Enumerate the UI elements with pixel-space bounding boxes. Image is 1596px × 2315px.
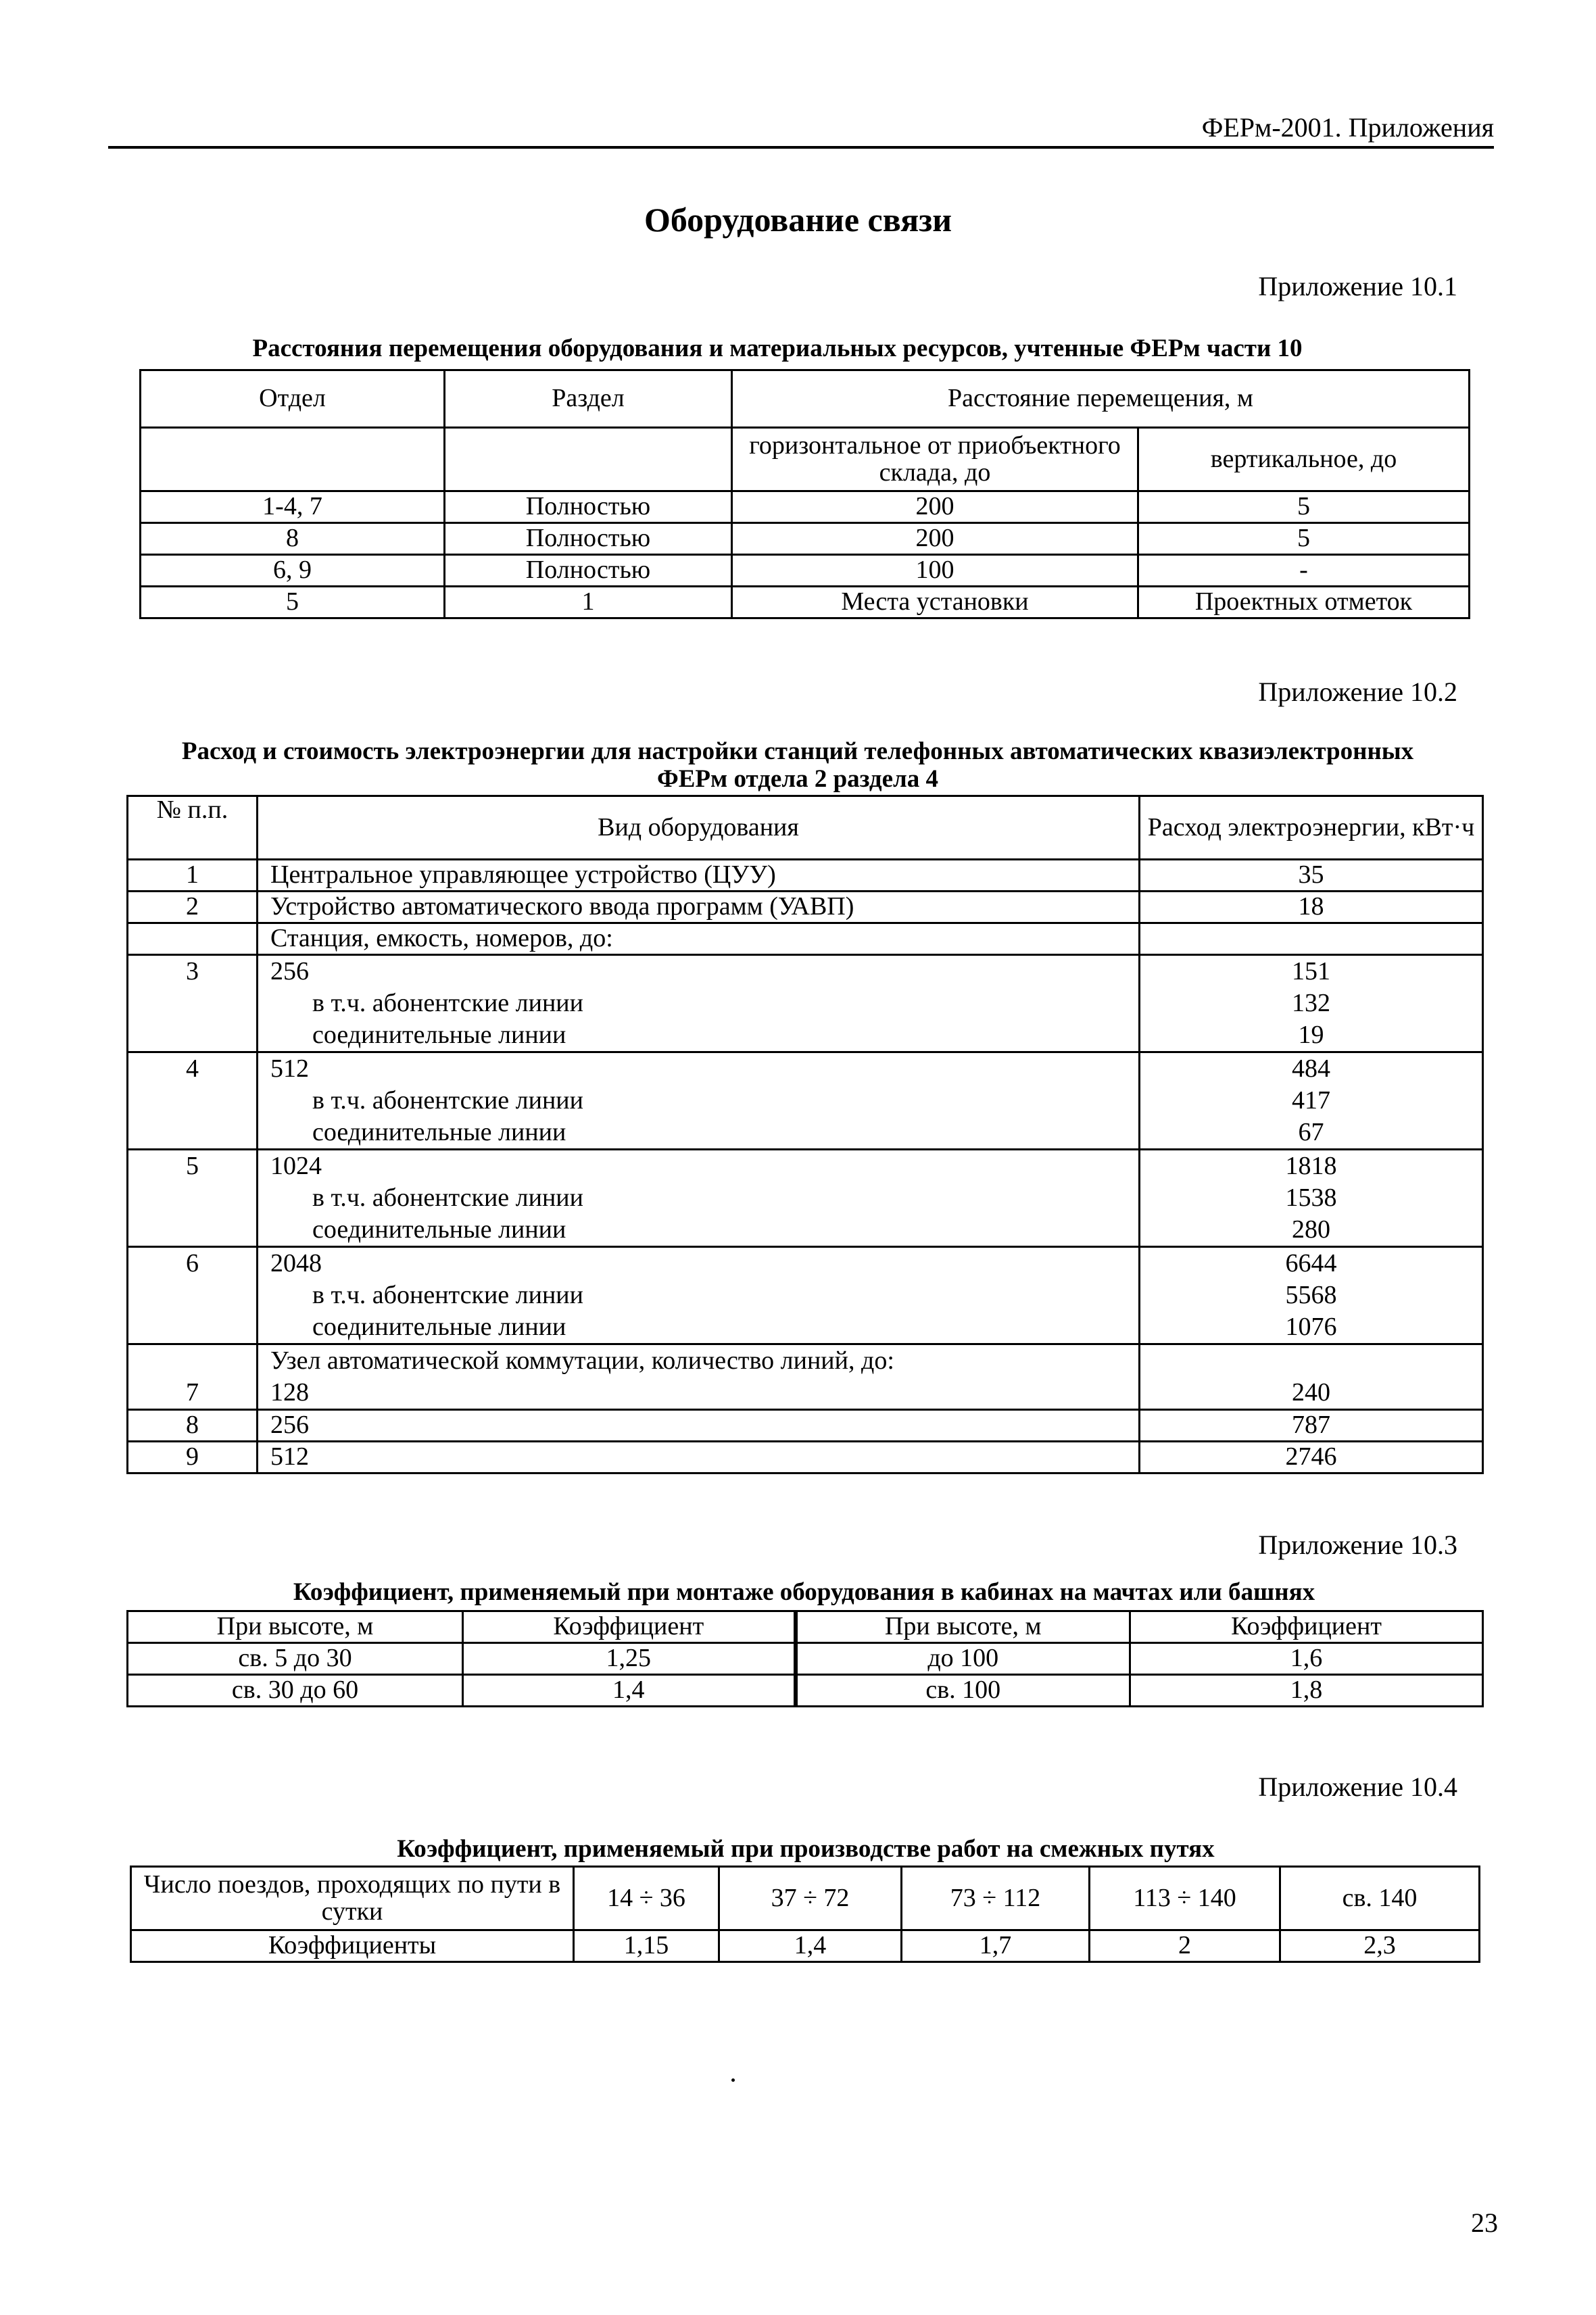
table-row — [128, 892, 1483, 923]
equipment-cell — [258, 1150, 1140, 1247]
section-cell: Полностью — [445, 523, 732, 555]
value-cell: 2746 — [1140, 1442, 1483, 1473]
range-cell: 14 ÷ 36 — [574, 1867, 719, 1930]
header-coefficient: Коэффициент — [1130, 1611, 1483, 1643]
node-value: 240 — [1292, 1378, 1330, 1407]
vertical-cell: Проектных отметок — [1138, 587, 1470, 618]
annex-10-3-table — [126, 1610, 1484, 1707]
connecting-lines-value: 280 — [1292, 1215, 1330, 1244]
equipment-cell: Устройство автоматического ввода программ (УАВП) — [258, 892, 1140, 923]
header-consumption: Расход электроэнергии, кВт·ч — [1140, 796, 1483, 860]
subscriber-lines-value: 5568 — [1285, 1281, 1337, 1309]
num-cell — [128, 955, 258, 1052]
annex-10-2-label: Приложение 10.2 — [1258, 677, 1457, 707]
document-title: Оборудование связи — [644, 201, 952, 239]
connecting-lines-value: 19 — [1298, 1021, 1324, 1049]
station-capacity: 256 — [270, 957, 309, 985]
connecting-lines-label: соединительные линии — [312, 1313, 566, 1341]
equipment-cell — [258, 955, 1140, 1052]
horizontal-cell: 200 — [732, 523, 1138, 555]
header-vertical: вертикальное, до — [1138, 428, 1470, 491]
equipment-cell — [258, 1344, 1140, 1410]
vertical-cell: 5 — [1138, 523, 1470, 555]
section-cell: Полностью — [445, 555, 732, 587]
equipment-cell: 256 — [258, 1410, 1140, 1442]
subscriber-lines-value: 1538 — [1285, 1184, 1337, 1212]
header-num: № п.п. — [128, 796, 258, 860]
header-section: Раздел — [445, 370, 732, 428]
header-height: При высоте, м — [796, 1611, 1130, 1643]
table-row — [141, 587, 1470, 618]
subscriber-lines-value: 417 — [1292, 1086, 1330, 1115]
station-num: 6 — [186, 1249, 199, 1277]
dept-cell: 6, 9 — [141, 555, 445, 587]
coefficient-cell: 2 — [1090, 1930, 1280, 1962]
station-total: 6644 — [1285, 1249, 1337, 1277]
coefficient-cell: 1,6 — [1130, 1643, 1483, 1675]
value-cell — [1140, 1052, 1483, 1150]
table-row — [128, 1247, 1483, 1344]
table-row — [128, 955, 1483, 1052]
empty-cell — [128, 923, 258, 955]
annex-10-4-caption: Коэффициент, применяемый при производстве работ на смежных путях — [397, 1835, 1215, 1863]
table-row — [128, 1675, 1483, 1707]
annex-10-4-label: Приложение 10.4 — [1258, 1772, 1457, 1802]
section-cell: 1 — [445, 587, 732, 618]
table-row — [128, 923, 1483, 955]
num-cell: 8 — [128, 1410, 258, 1442]
connecting-lines-label: соединительные линии — [312, 1118, 566, 1146]
horizontal-cell: Места установки — [732, 587, 1138, 618]
station-heading: Станция, емкость, номеров, до: — [258, 923, 1140, 955]
table-row — [141, 523, 1470, 555]
section-cell: Полностью — [445, 491, 732, 523]
dept-cell: 1-4, 7 — [141, 491, 445, 523]
num-cell: 9 — [128, 1442, 258, 1473]
vertical-cell: - — [1138, 555, 1470, 587]
caption-line: ФЕРм отдела 2 раздела 4 — [656, 764, 939, 793]
range-cell: 73 ÷ 112 — [902, 1867, 1090, 1930]
equipment-cell: Центральное управляющее устройство (ЦУУ) — [258, 860, 1140, 892]
horizontal-cell: 100 — [732, 555, 1138, 587]
annex-10-2-table — [126, 795, 1484, 1474]
table-header-row — [141, 370, 1470, 428]
num-cell: 2 — [128, 892, 258, 923]
empty-cell — [445, 428, 732, 491]
table-subheader-row — [141, 428, 1470, 491]
num-cell — [128, 1344, 258, 1410]
subscriber-lines-label: в т.ч. абонентские линии — [312, 989, 583, 1017]
table-row — [128, 1344, 1483, 1410]
table-row — [141, 491, 1470, 523]
value-cell: 35 — [1140, 860, 1483, 892]
table-header-row — [128, 1611, 1483, 1643]
header-equipment: Вид оборудования — [258, 796, 1140, 860]
coefficient-cell: 1,25 — [463, 1643, 796, 1675]
running-title: ФЕРм-2001. Приложения — [1201, 112, 1494, 143]
subscriber-lines-label: в т.ч. абонентские линии — [312, 1281, 583, 1309]
scan-speck — [731, 2078, 735, 2082]
range-cell: св. 140 — [1280, 1867, 1480, 1930]
num-cell — [128, 1247, 258, 1344]
equipment-cell: 512 — [258, 1442, 1140, 1473]
empty-cell — [141, 428, 445, 491]
station-num: 4 — [186, 1054, 199, 1083]
station-total: 484 — [1292, 1054, 1330, 1083]
node-heading: Узел автоматической коммутации, количество линий, до: — [270, 1346, 894, 1375]
station-num: 5 — [186, 1152, 199, 1180]
value-cell — [1140, 1247, 1483, 1344]
empty-cell — [1140, 923, 1483, 955]
table-row — [128, 1643, 1483, 1675]
annex-10-3-label: Приложение 10.3 — [1258, 1530, 1457, 1560]
connecting-lines-value: 67 — [1298, 1118, 1324, 1146]
coefficients-label: Коэффициенты — [131, 1930, 574, 1962]
table-row — [141, 555, 1470, 587]
value-cell: 787 — [1140, 1410, 1483, 1442]
coefficient-cell: 1,8 — [1130, 1675, 1483, 1707]
header-trains-per-day: Число поездов, проходящих по пути в сутки — [131, 1867, 574, 1930]
header-coefficient: Коэффициент — [463, 1611, 796, 1643]
node-num: 7 — [186, 1378, 199, 1407]
height-cell: св. 5 до 30 — [128, 1643, 463, 1675]
connecting-lines-label: соединительные линии — [312, 1021, 566, 1049]
table-row — [128, 1052, 1483, 1150]
coefficient-cell: 1,4 — [463, 1675, 796, 1707]
height-cell: до 100 — [796, 1643, 1130, 1675]
range-cell: 113 ÷ 140 — [1090, 1867, 1280, 1930]
coefficient-cell: 1,7 — [902, 1930, 1090, 1962]
num-cell — [128, 1150, 258, 1247]
header-horizontal: горизонтальное от приобъектного склада, до — [732, 428, 1138, 491]
equipment-cell — [258, 1052, 1140, 1150]
station-capacity: 512 — [270, 1054, 309, 1083]
table-header-row — [131, 1867, 1480, 1930]
subscriber-lines-label: в т.ч. абонентские линии — [312, 1184, 583, 1212]
horizontal-cell: 200 — [732, 491, 1138, 523]
subscriber-lines-label: в т.ч. абонентские линии — [312, 1086, 583, 1115]
annex-10-1-table — [139, 369, 1470, 619]
value-cell — [1140, 1344, 1483, 1410]
value-cell: 18 — [1140, 892, 1483, 923]
station-capacity: 2048 — [270, 1249, 322, 1277]
table-row — [128, 860, 1483, 892]
table-row — [128, 1150, 1483, 1247]
table-row — [128, 1410, 1483, 1442]
coefficient-cell: 1,4 — [719, 1930, 902, 1962]
node-lines: 128 — [270, 1378, 309, 1407]
annex-10-1-caption: Расстояния перемещения оборудования и материальных ресурсов, учтенные ФЕРм части 10 — [252, 335, 1303, 362]
station-total: 1818 — [1285, 1152, 1337, 1180]
header-height: При высоте, м — [128, 1611, 463, 1643]
station-capacity: 1024 — [270, 1152, 322, 1180]
annex-10-1-label: Приложение 10.1 — [1258, 271, 1457, 301]
header-distance: Расстояние перемещения, м — [732, 370, 1470, 428]
connecting-lines-value: 1076 — [1285, 1313, 1337, 1341]
dept-cell: 8 — [141, 523, 445, 555]
station-total: 151 — [1292, 957, 1330, 985]
coefficient-cell: 2,3 — [1280, 1930, 1480, 1962]
annex-10-3-caption: Коэффициент, применяемый при монтаже оборудования в кабинах на мачтах или башнях — [293, 1578, 1315, 1606]
dept-cell: 5 — [141, 587, 445, 618]
caption-line: Расход и стоимость электроэнергии для настройки станций телефонных автоматических квазиэлектронных — [181, 737, 1414, 765]
page-header — [108, 108, 1494, 149]
station-num: 3 — [186, 957, 199, 985]
page-number: 23 — [1471, 2208, 1498, 2238]
coefficient-cell: 1,15 — [574, 1930, 719, 1962]
height-cell: св. 30 до 60 — [128, 1675, 463, 1707]
annex-10-2-caption — [101, 738, 1494, 793]
annex-10-4-table — [130, 1866, 1480, 1963]
header-dept: Отдел — [141, 370, 445, 428]
num-cell: 1 — [128, 860, 258, 892]
connecting-lines-label: соединительные линии — [312, 1215, 566, 1244]
equipment-cell — [258, 1247, 1140, 1344]
height-cell: св. 100 — [796, 1675, 1130, 1707]
table-row — [128, 1442, 1483, 1473]
table-row — [131, 1930, 1480, 1962]
value-cell — [1140, 955, 1483, 1052]
table-header-row — [128, 796, 1483, 860]
subscriber-lines-value: 132 — [1292, 989, 1330, 1017]
value-cell — [1140, 1150, 1483, 1247]
vertical-cell: 5 — [1138, 491, 1470, 523]
num-cell — [128, 1052, 258, 1150]
range-cell: 37 ÷ 72 — [719, 1867, 902, 1930]
